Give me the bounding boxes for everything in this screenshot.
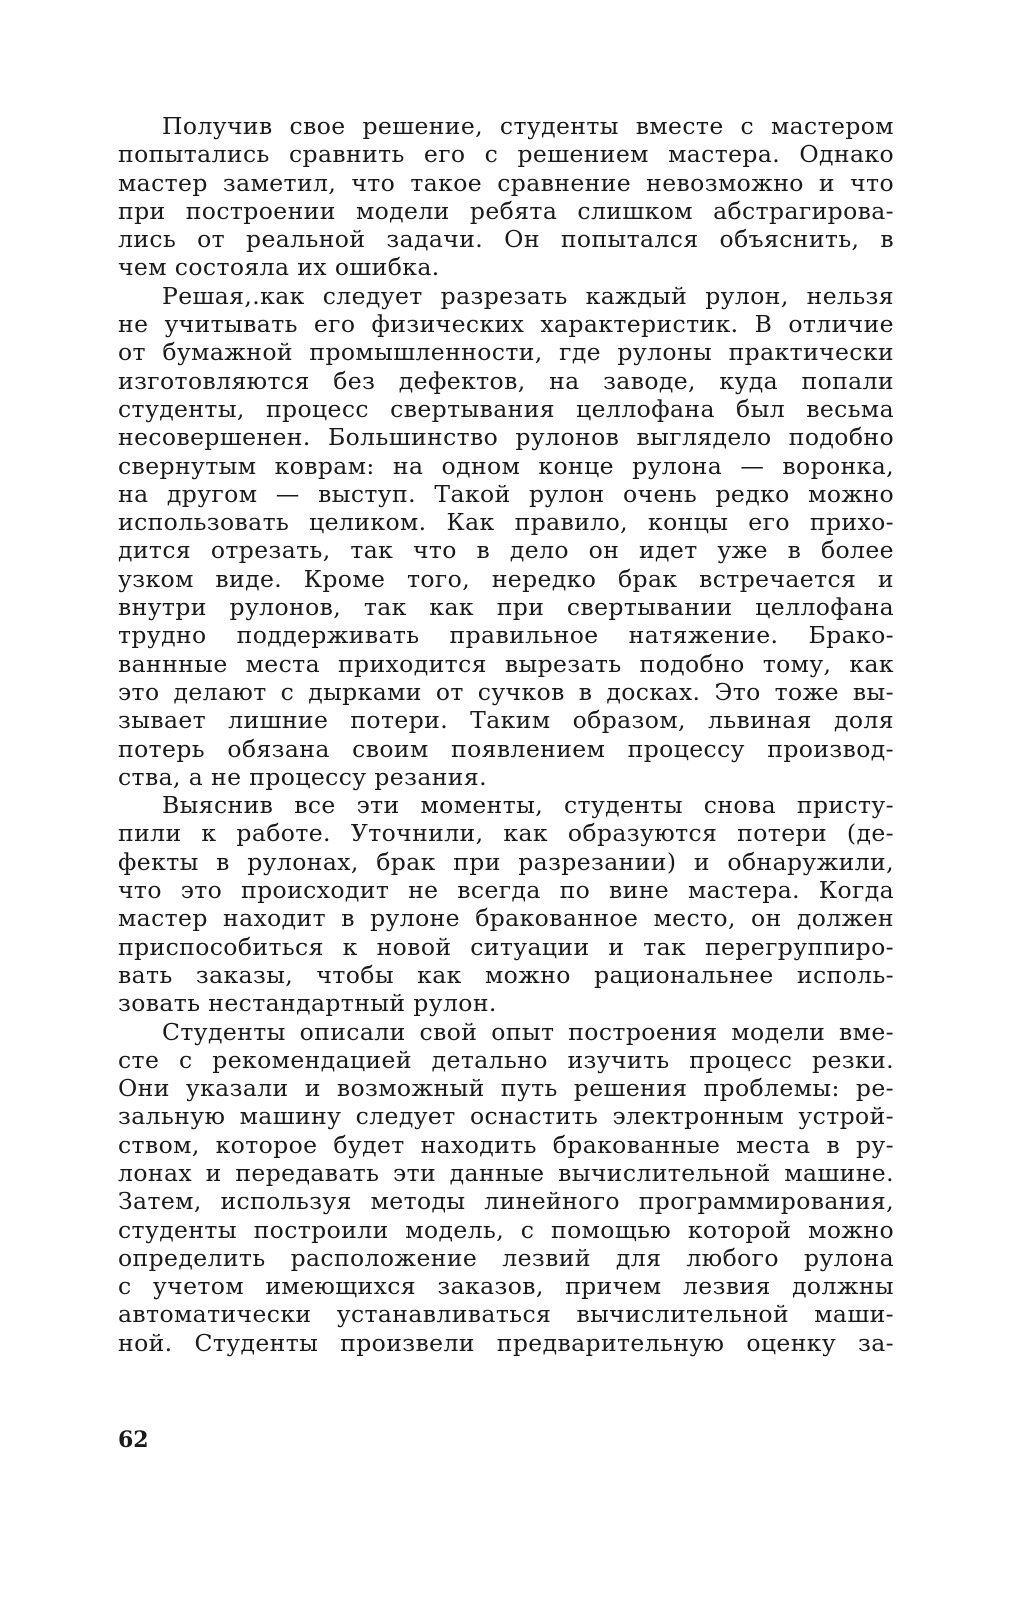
text-line: узком виде. Кроме того, нередко брак встречается и: [118, 564, 894, 593]
text-line: Выяснив все эти моменты, студенты снова присту-: [162, 791, 894, 820]
text-line: фекты в рулонах, брак при разрезании) и обнаружили,: [118, 847, 894, 876]
text-line: пили к работе. Уточнили, как образуются потери (де-: [118, 819, 894, 848]
text-line: ваннные места приходится вырезать подобно тому, как: [118, 649, 894, 678]
text-line: на другом — выступ. Такой рулон очень редко можно: [118, 479, 894, 508]
text-line: несовершенен. Большинство рулонов выглядело подобно: [118, 423, 894, 452]
body-text: [118, 112, 894, 1357]
text-line: автоматически устанавливаться вычислительной маши-: [118, 1300, 894, 1329]
text-line: не учитывать его физических характеристик. В отличие: [118, 310, 894, 339]
text-line: зовать нестандартный рулон.: [118, 989, 497, 1018]
text-line: Затем, используя методы линейного программирования,: [118, 1187, 894, 1216]
text-line: ства, а не процессу резания.: [118, 762, 487, 791]
text-line: Получив свое решение, студенты вместе с мастером: [162, 112, 894, 140]
text-line: потерь обязана своим появлением процессу производ-: [118, 734, 894, 763]
paragraph: [118, 791, 894, 1017]
text-line: приспособиться к новой ситуации и так перегруппиро-: [118, 932, 894, 961]
text-line: студенты построили модель, с помощью которой можно: [118, 1215, 894, 1244]
text-line: студенты, процесс свертывания целлофана был весьма: [118, 394, 894, 423]
text-line: Они указали и возможный путь решения проблемы: ре-: [118, 1074, 894, 1103]
text-line: использовать целиком. Как правило, концы его прихо-: [118, 508, 894, 537]
text-line: сте с рекомендацией детально изучить процесс резки.: [118, 1045, 894, 1074]
text-line: мастер заметил, что такое сравнение невозможно и что: [118, 168, 894, 197]
text-line: свернутым коврам: на одном конце рулона — воронка,: [118, 451, 894, 480]
text-line: это делают с дырками от сучков в досках. Это тоже вы-: [118, 677, 894, 706]
text-line: Студенты описали свой опыт построения модели вме-: [162, 1017, 894, 1046]
text-line: ством, которое будет находить бракованные места в ру-: [118, 1130, 894, 1159]
text-line: мастер находит в рулоне бракованное место, он должен: [118, 904, 894, 933]
text-line: что это происходит не всегда по вине мастера. Когда: [118, 876, 894, 905]
text-line: зальную машину следует оснастить электронным устрой-: [118, 1102, 894, 1131]
text-line: внутри рулонов, так как при свертывании целлофана: [118, 593, 894, 622]
paragraph: [118, 1018, 894, 1358]
text-line: лонах и передавать эти данные вычислительной машине.: [118, 1158, 894, 1187]
text-line: попытались сравнить его с решением мастера. Однако: [118, 140, 894, 169]
text-line: определить расположение лезвий для любого рулона: [118, 1243, 894, 1272]
text-line: при построении модели ребята слишком абстрагирова-: [118, 196, 894, 225]
text-line: с учетом имеющихся заказов, причем лезвия должны: [118, 1272, 894, 1301]
text-line: ной. Студенты произвели предварительную оценку за-: [118, 1328, 894, 1357]
text-line: вать заказы, чтобы как можно рациональнее исполь-: [118, 960, 894, 989]
text-line: трудно поддерживать правильное натяжение. Брако-: [118, 621, 894, 650]
text-line: изготовляются без дефектов, на заводе, куда попали: [118, 366, 894, 395]
text-line: дится отрезать, так что в дело он идет уже в более: [118, 536, 894, 565]
page-number: 62: [118, 1427, 149, 1453]
text-line: от бумажной промышленности, где рулоны практически: [118, 338, 894, 367]
text-line: Решая,.как следует разрезать каждый рулон, нельзя: [162, 281, 894, 310]
text-line: чем состояла их ошибка.: [118, 253, 440, 282]
text-line: лись от реальной задачи. Он попытался объяснить, в: [118, 225, 894, 254]
paragraph: [118, 282, 894, 791]
paragraph: [118, 112, 894, 282]
text-line: зывает лишние потери. Таким образом, львиная доля: [118, 706, 894, 735]
